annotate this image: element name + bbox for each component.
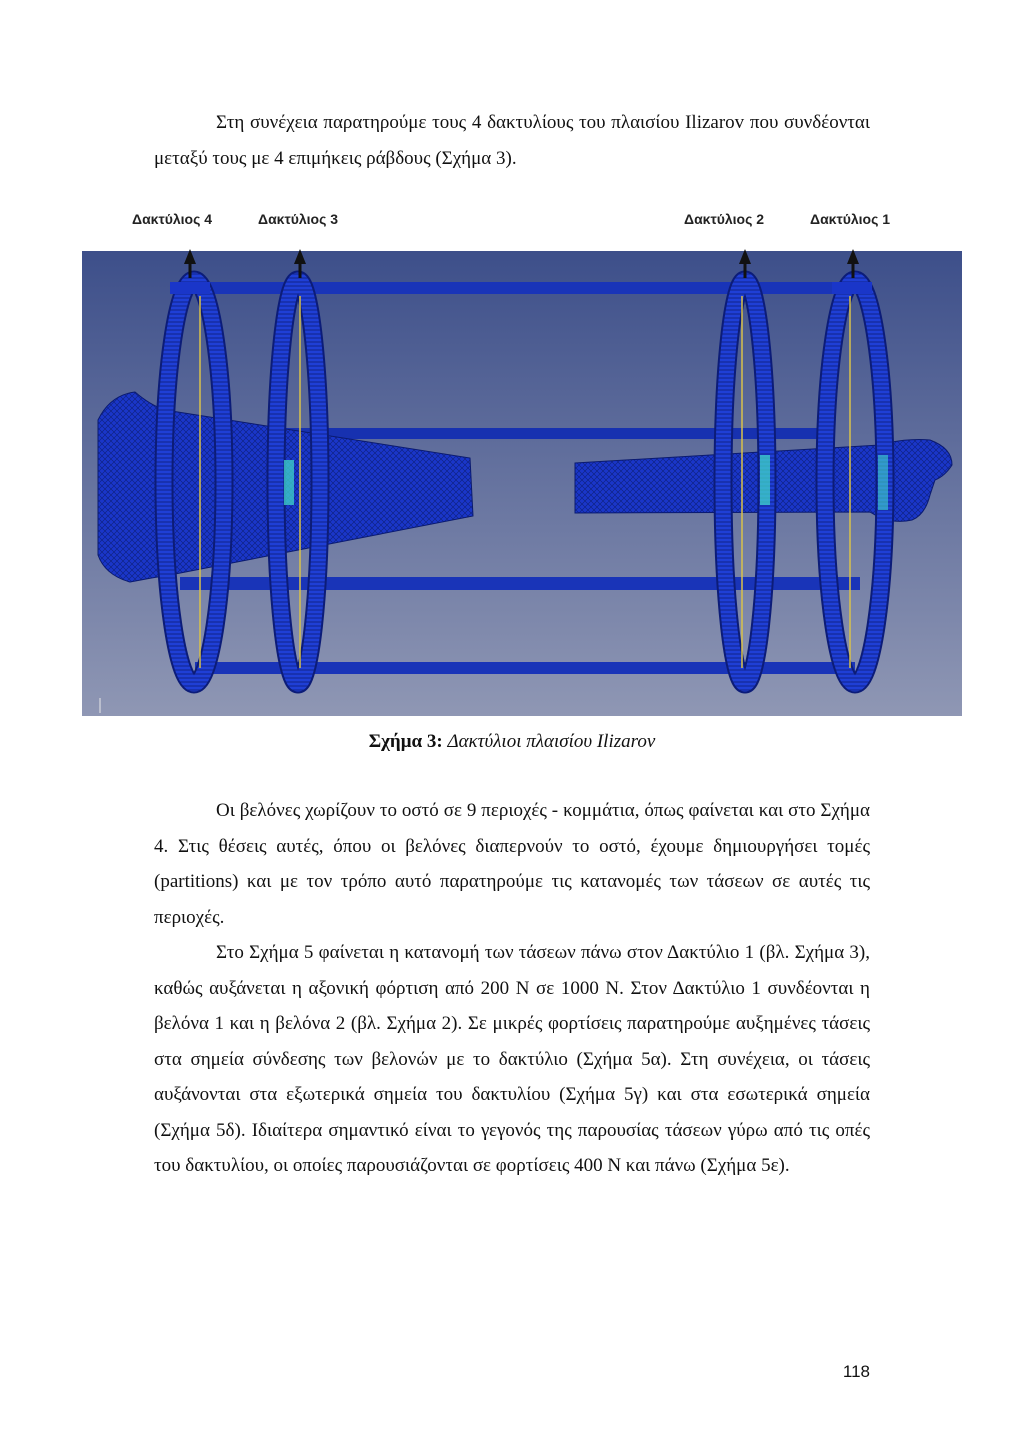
caption-text: Δακτύλιοι πλαισίου Ilizarov bbox=[447, 731, 656, 752]
label-ring-3: Δακτύλιος 3 bbox=[258, 211, 339, 227]
label-ring-2: Δακτύλιος 2 bbox=[684, 211, 765, 227]
paragraph-intro: Στη συνέχεια παρατηρούμε τους 4 δακτυλίους του πλαισίου Ilizarov που συνδέονται μεταξύ τους με 4 επιμήκεις ράβδους (Σχήμα 3). bbox=[154, 112, 870, 169]
page-number: 118 bbox=[842, 1362, 870, 1381]
label-ring-4: Δακτύλιος 4 bbox=[132, 211, 213, 227]
paragraph-stress: Στο Σχήμα 5 φαίνεται η κατανομή των τάσεων πάνω στον Δακτύλιο 1 (βλ. Σχήμα 3), καθώς αυξάνεται η αξονική φόρτιση από 200 N σε 1000 N. Στον Δακτύλιο 1 συνδέονται η βελόνα 1 και η βελόνα 2 (βλ. Σχήμα 2). Σε μικρές φορτίσεις παρατηρούμε αυξημένες τάσεις στα σημεία σύνδεσης των βελονών με το δακτύλιο (Σχήμα 5α). Στη συνέχεια, οι τάσεις αυξάνονται στα εξωτερικά σημεία του δακτυλίου (Σχήμα 5γ) και στα εσωτερικά σημεία (Σχήμα 5δ). Ιδιαίτερα σημαντικό είναι το γεγονός της παρουσίας τάσεων γύρω από τις οπές του δακτυλίου, οι οποίες παρουσιάζονται σε φορτίσεις 400 N και πάνω (Σχήμα 5ε). bbox=[154, 942, 870, 1176]
paragraph-needles: Οι βελόνες χωρίζουν το οστό σε 9 περιοχές - κομμάτια, όπως φαίνεται και στο Σχήμα 4. Στις θέσεις αυτές, όπου οι βελόνες διαπερνούν το οστό, έχουμε δημιουργήσει τομές (partitions) και με τον τρόπο αυτό παρατηρούμε τις κατανομές των τάσεων σε αυτές τις περιοχές. bbox=[154, 800, 870, 928]
label-ring-1: Δακτύλιος 1 bbox=[810, 211, 891, 227]
caption-number: Σχήμα 3: bbox=[368, 731, 443, 752]
figure-caption bbox=[0, 731, 1024, 753]
